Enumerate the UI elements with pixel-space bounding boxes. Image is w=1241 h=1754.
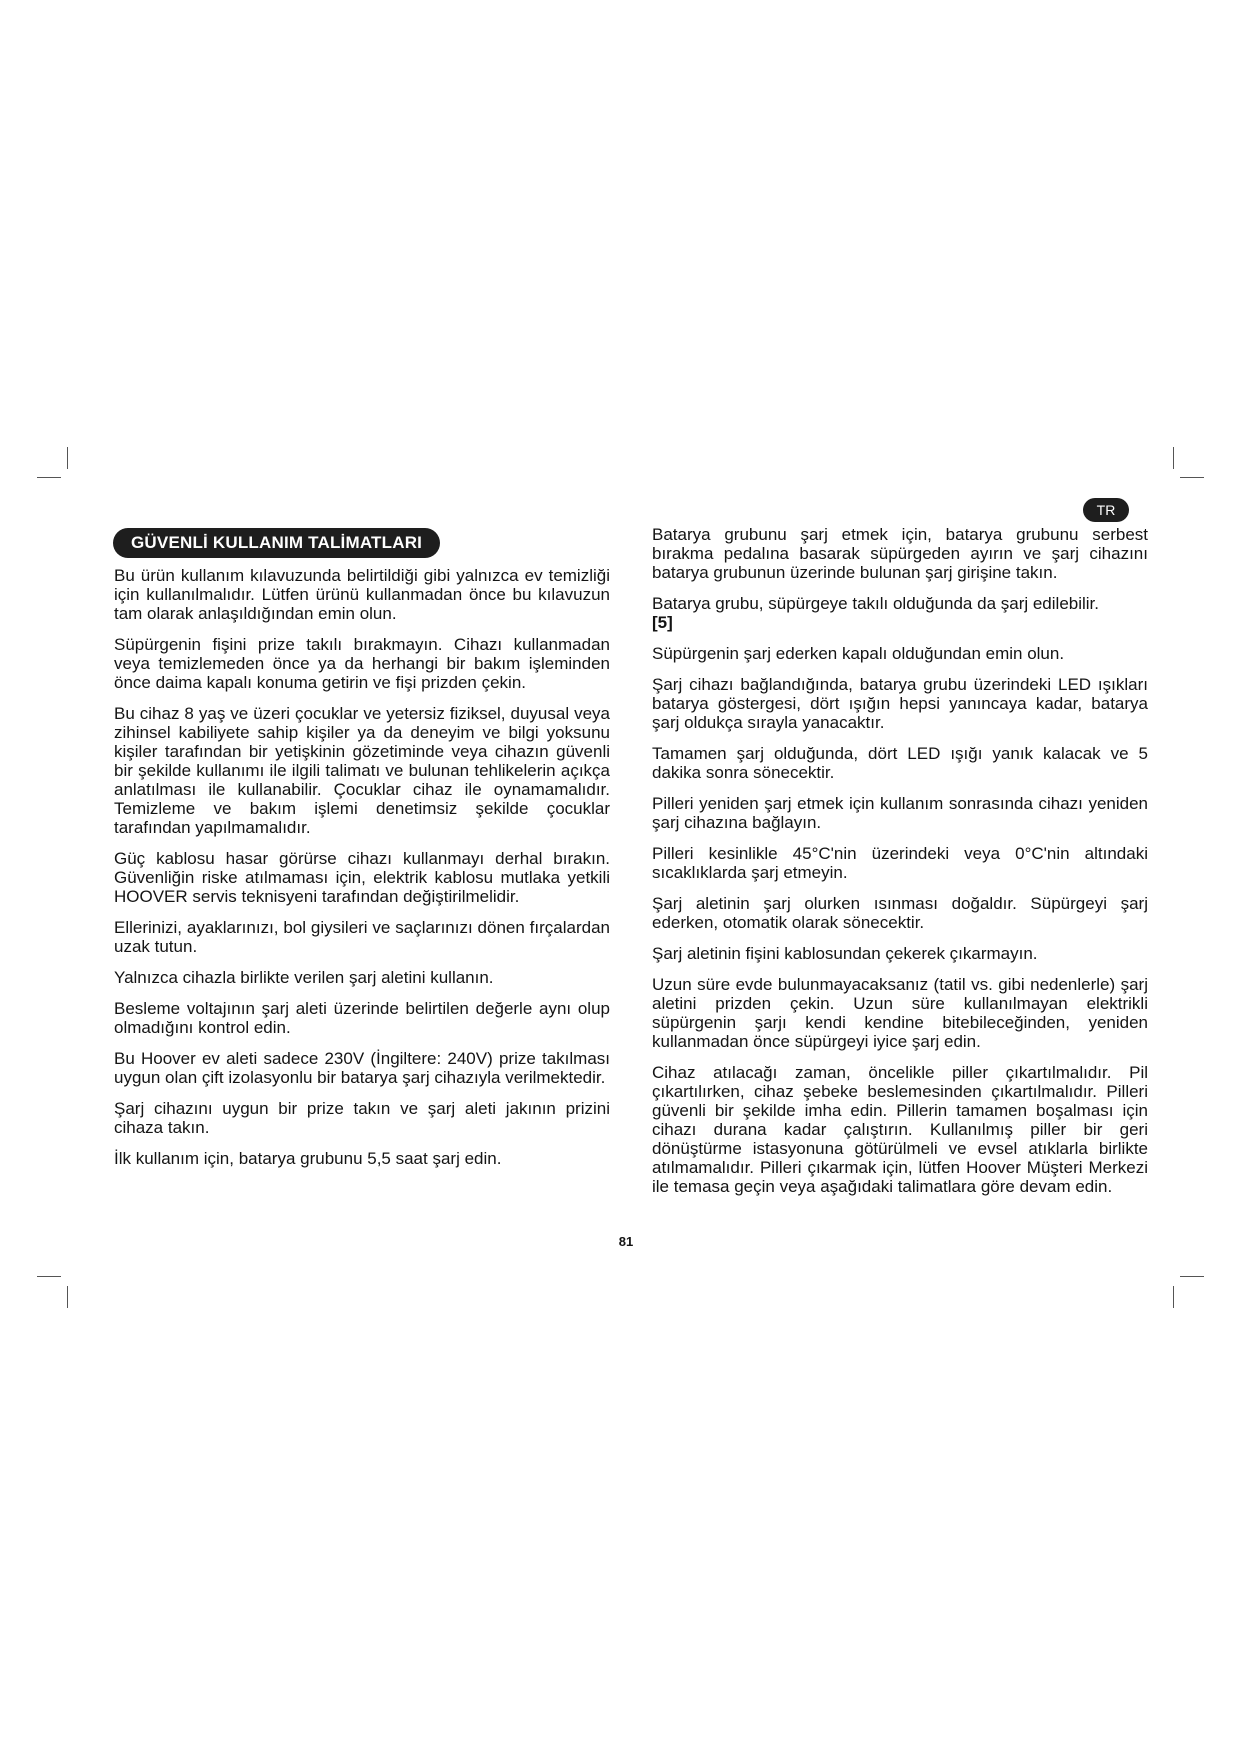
- crop-mark: [67, 1286, 68, 1308]
- crop-mark: [1173, 1286, 1174, 1308]
- paragraph: Ellerinizi, ayaklarınızı, bol giysileri ve saçlarınızı dönen fırçalardan uzak tutun.: [114, 918, 610, 956]
- paragraph: Süpürgenin şarj ederken kapalı olduğundan emin olun.: [652, 644, 1065, 663]
- paragraph: [652, 594, 1148, 632]
- left-column: [114, 566, 610, 1180]
- paragraph: Cihaz atılacağı zaman, öncelikle piller çıkartılmalıdır. Pil çıkartılırken, cihaz şebeke beslemesinden çıkartılmalıdır. Pilleri güvenli bir şekilde imha edin. Pillerin tamamen boşalması için cihazı durana kadar çalıştırın. Kullanılmış piller bir geri dönüştürme istasyonuna götürülmeli ve evsel atıklarla birlikte atılmamalıdır. Pilleri çıkarmak için, lütfen Hoover Müşteri Merkezi ile temasa geçin veya aşağıdaki talimatlara göre devam edin.: [652, 1063, 1148, 1196]
- paragraph: Yalnızca cihazla birlikte verilen şarj aletini kullanın.: [114, 968, 494, 987]
- crop-mark: [37, 477, 61, 478]
- paragraph: Besleme voltajının şarj aleti üzerinde belirtilen değerle aynı olup olmadığını kontrol edin.: [114, 999, 610, 1037]
- right-column: [652, 525, 1148, 1208]
- page-number: 81: [618, 1234, 634, 1249]
- paragraph: Pilleri kesinlikle 45°C'nin üzerindeki veya 0°C'nin altındaki sıcaklıklarda şarj etmeyin.: [652, 844, 1148, 882]
- paragraph: Şarj cihazı bağlandığında, batarya grubu üzerindeki LED ışıkları batarya göstergesi, dört ışığın hepsi yanıncaya kadar, batarya şarj oldukça sırayla yanacaktır.: [652, 675, 1148, 732]
- paragraph: Bu ürün kullanım kılavuzunda belirtildiği gibi yalnızca ev temizliği için kullanılmalıdır. Lütfen ürünü kullanmadan önce bu kılavuzun tam olarak anlaşıldığından emin olun.: [114, 566, 610, 623]
- paragraph: Süpürgenin fişini prize takılı bırakmayın. Cihazı kullanmadan veya temizlemeden önce ya da herhangi bir bakım işleminden önce daima kapalı konuma getirin ve fişi prizden çekin.: [114, 635, 610, 692]
- paragraph: Tamamen şarj olduğunda, dört LED ışığı yanık kalacak ve 5 dakika sonra sönecektir.: [652, 744, 1148, 782]
- section-title: GÜVENLİ KULLANIM TALİMATLARI: [113, 528, 440, 558]
- paragraph: Bu cihaz 8 yaş ve üzeri çocuklar ve yetersiz fiziksel, duyusal veya zihinsel kabiliyete sahip kişiler ya da deneyim ve bilgi yoksunu kişiler tarafından bir yetişkinin gözetiminde veya cihazın güvenli bir şekilde kullanımı ile ilgili talimatı ve bulunan tehlikelerin açıkça anlatılması ile kullanabilir. Çocuklar cihaz ile oynamamalıdır. Temizleme ve bakım işlemi denetimsiz şekilde çocuklar tarafından yapılmamalıdır.: [114, 704, 610, 837]
- paragraph: Batarya grubunu şarj etmek için, batarya grubunu serbest bırakma pedalına basarak süpürgeden ayırın ve şarj cihazını batarya grubunun üzerinde bulunan şarj girişine takın.: [652, 525, 1148, 582]
- crop-mark: [67, 447, 68, 469]
- paragraph: Şarj aletinin şarj olurken ısınması doğaldır. Süpürgeyi şarj ederken, otomatik olarak sönecektir.: [652, 894, 1148, 932]
- paragraph: İlk kullanım için, batarya grubunu 5,5 saat şarj edin.: [114, 1149, 502, 1168]
- paragraph: Güç kablosu hasar görürse cihazı kullanmayı derhal bırakın. Güvenliğin riske atılmaması için, elektrik kablosu mutlaka yetkili HOOVER servis teknisyeni tarafından değiştirilmelidir.: [114, 849, 610, 906]
- paragraph: Bu Hoover ev aleti sadece 230V (İngiltere: 240V) prize takılması uygun olan çift izolasyonlu bir batarya şarj cihazıyla verilmektedir.: [114, 1049, 610, 1087]
- language-badge: TR: [1083, 498, 1129, 522]
- paragraph: Şarj aletinin fişini kablosundan çekerek çıkarmayın.: [652, 944, 1038, 963]
- paragraph: Uzun süre evde bulunmayacaksanız (tatil vs. gibi nedenlerle) şarj aletini prizden çekin. Uzun süre kullanılmayan elektrikli süpürgenin şarjı kendi kendine bitebileceğinden, yeniden kullanmadan önce süpürgeyi iyice şarj edin.: [652, 975, 1148, 1051]
- paragraph: Şarj cihazını uygun bir prize takın ve şarj aleti jakının prizini cihaza takın.: [114, 1099, 610, 1137]
- paragraph: Pilleri yeniden şarj etmek için kullanım sonrasında cihazı yeniden şarj cihazına bağlayın.: [652, 794, 1148, 832]
- crop-mark: [37, 1276, 61, 1277]
- crop-mark: [1180, 1276, 1204, 1277]
- crop-mark: [1180, 477, 1204, 478]
- figure-reference: [5]: [652, 613, 673, 632]
- paragraph-text: Batarya grubu, süpürgeye takılı olduğunda da şarj edilebilir.: [652, 594, 1100, 613]
- crop-mark: [1173, 447, 1174, 469]
